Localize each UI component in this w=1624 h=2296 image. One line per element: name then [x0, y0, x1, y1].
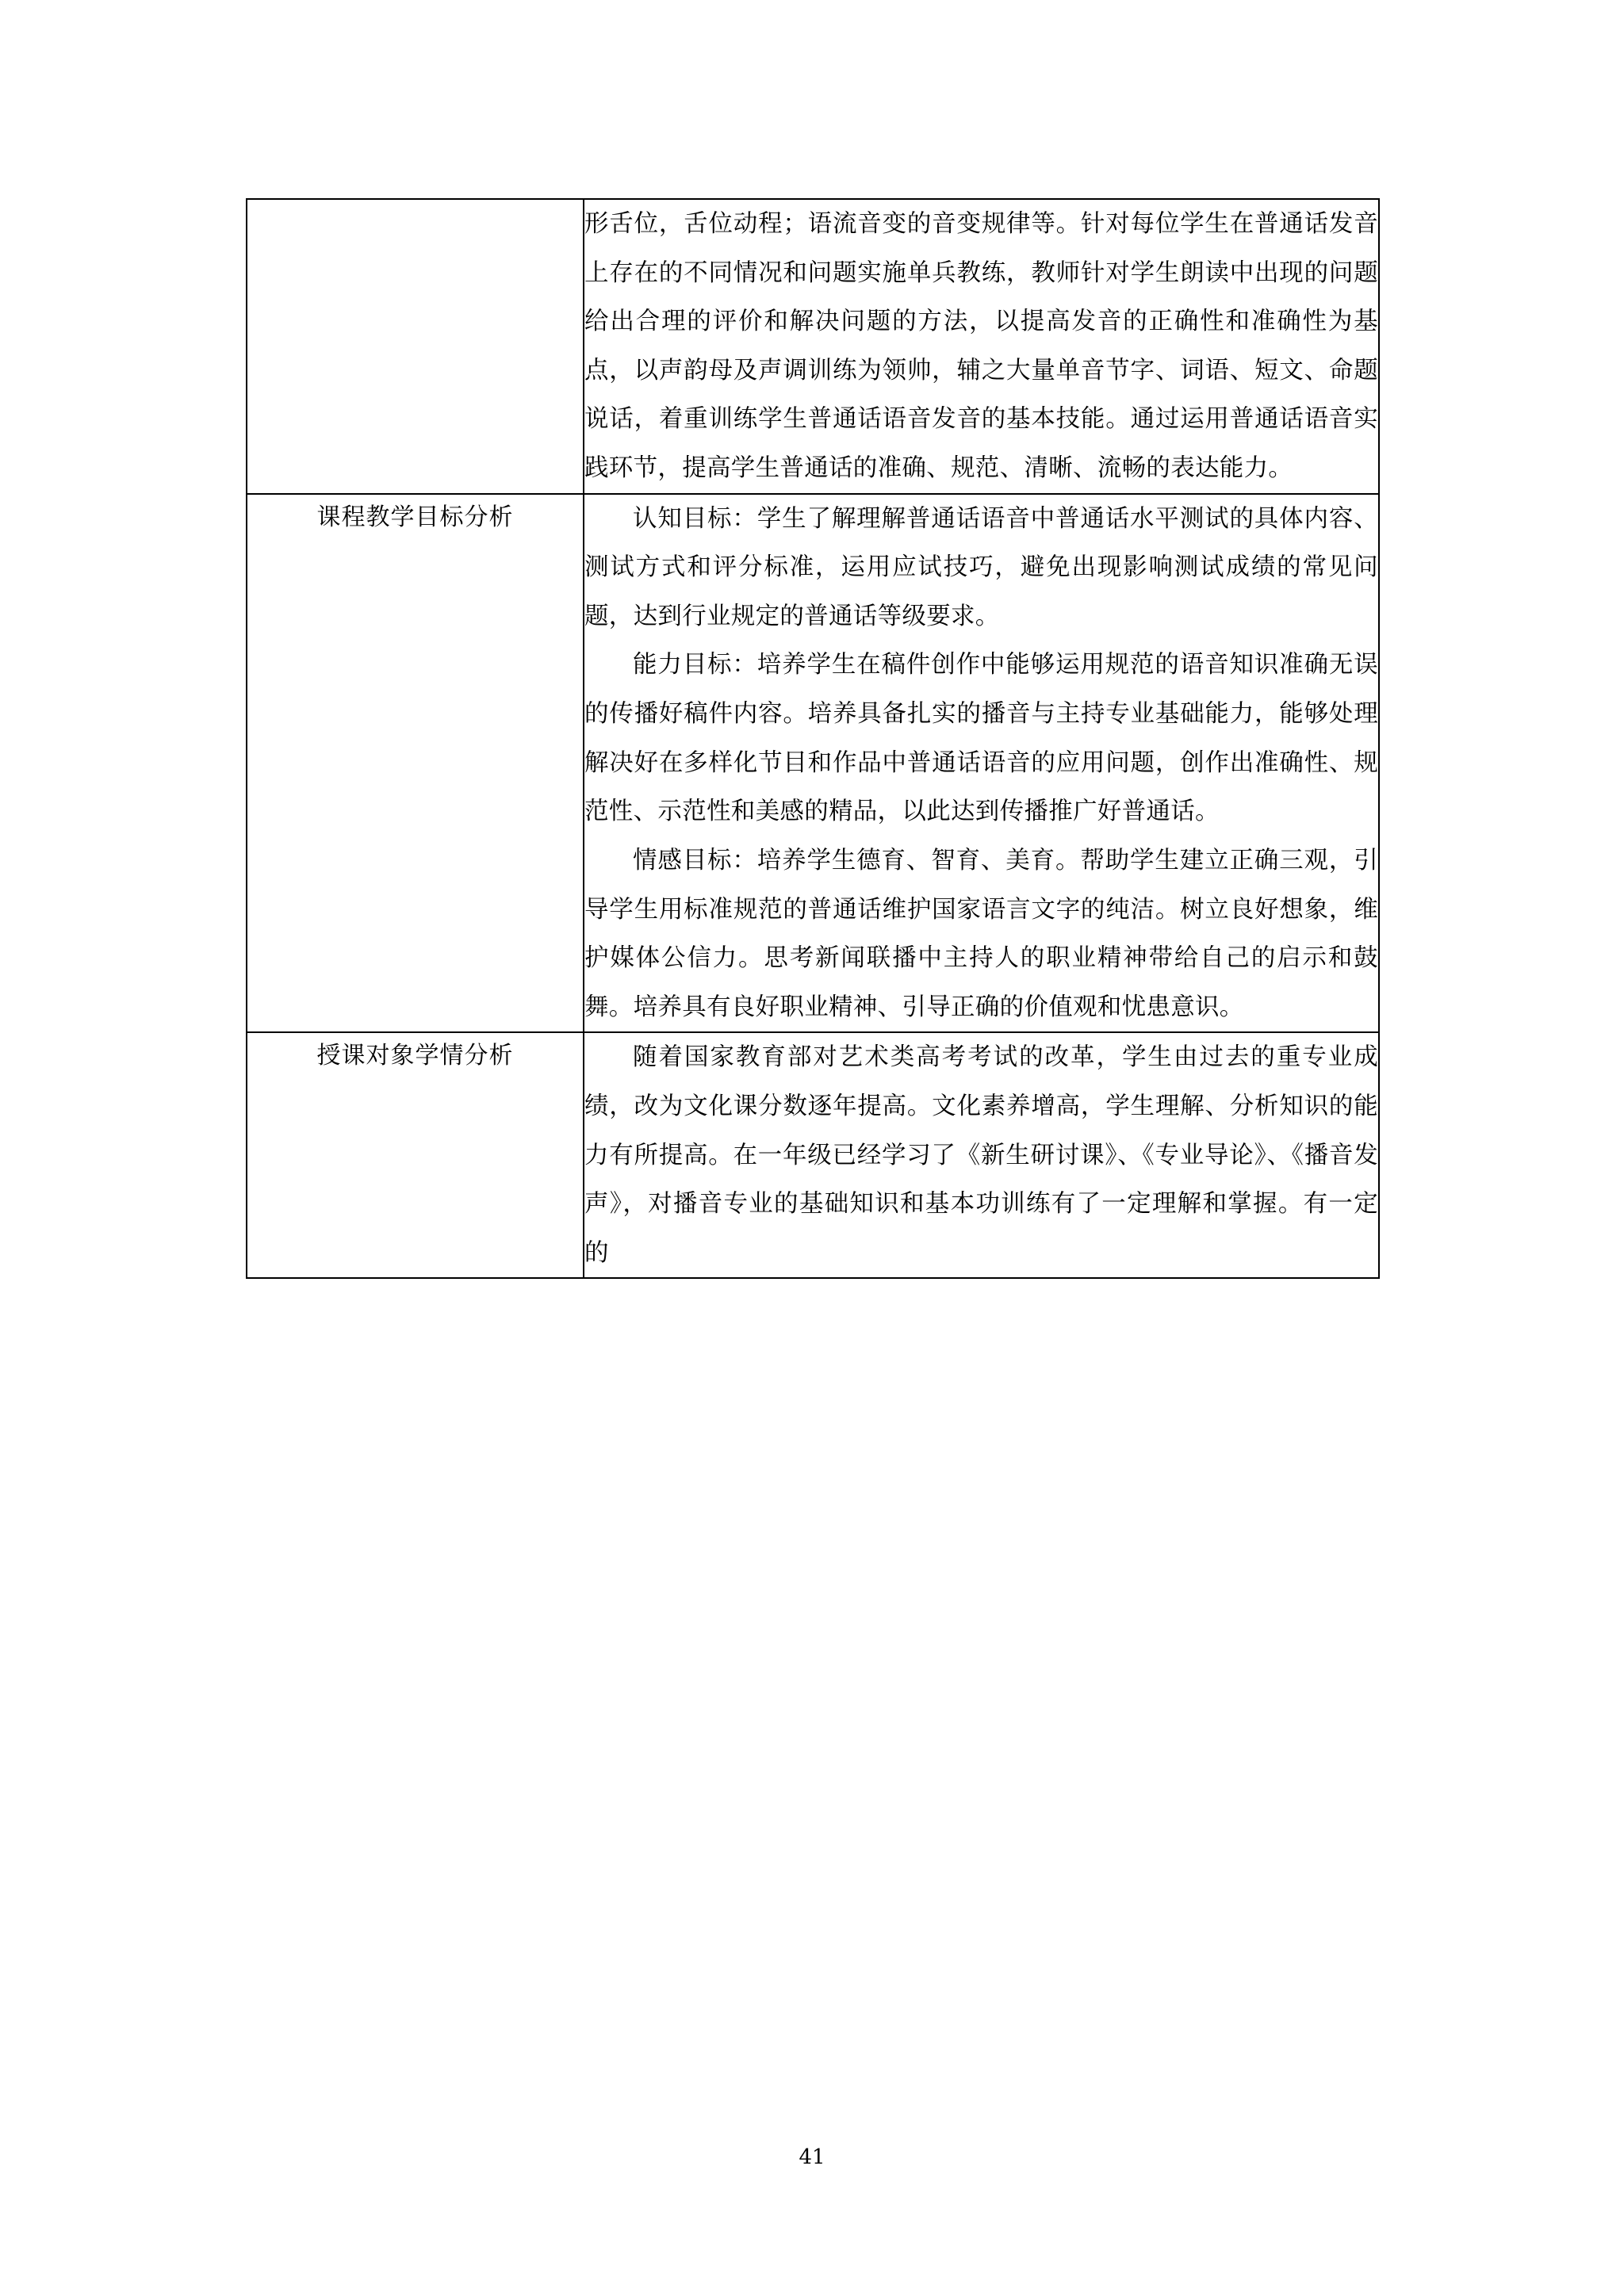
- row-label-cell: 课程教学目标分析: [247, 494, 584, 1033]
- paragraph: 情感目标：培养学生德育、智育、美育。帮助学生建立正确三观，引导学生用标准规范的普通话维护国家语言文字的纯洁。树立良好想象，维护媒体公信力。思考新闻联播中主持人的职业精神带给自己的启示和鼓舞。培养具有良好职业精神、引导正确的价值观和忧患意识。: [584, 846, 1378, 1021]
- row-body-cell: [584, 199, 1379, 494]
- row-label-cell: [247, 199, 584, 494]
- row-label-cell: 授课对象学情分析: [247, 1032, 584, 1278]
- paragraph: 随着国家教育部对艺术类高考考试的改革，学生由过去的重专业成绩，改为文化课分数逐年提高。文化素养增高，学生理解、分析知识的能力有所提高。在一年级已经学习了《新生研讨课》、《专业导论》、《播音发声》，对播音专业的基础知识和基本功训练有了一定理解和掌握。有一定的: [584, 1043, 1378, 1267]
- page-number: 41: [799, 2145, 825, 2169]
- paragraph: 认知目标：学生了解理解普通话语音中普通话水平测试的具体内容、测试方式和评分标准，运用应试技巧，避免出现影响测试成绩的常见问题，达到行业规定的普通话等级要求。: [584, 504, 1378, 630]
- paragraph: 能力目标：培养学生在稿件创作中能够运用规范的语音知识准确无误的传播好稿件内容。培养具备扎实的播音与主持专业基础能力，能够处理解决好在多样化节目和作品中普通话语音的应用问题，创作出准确性、规范性、示范性和美感的精品，以此达到传播推广好普通话。: [584, 651, 1378, 826]
- lesson-plan-table: [246, 198, 1380, 1279]
- table-row: [247, 199, 1379, 494]
- paragraph: 形舌位，舌位动程；语流音变的音变规律等。针对每位学生在普通话发音上存在的不同情况和问题实施单兵教练，教师针对学生朗读中出现的问题给出合理的评价和解决问题的方法，以提高发音的正确性和准确性为基点，以声韵母及声调训练为领帅，辅之大量单音节字、词语、短文、命题说话，着重训练学生普通话语音发音的基本技能。通过运用普通话语音实践环节，提高学生普通话的准确、规范、清晰、流畅的表达能力。: [584, 210, 1378, 483]
- table-row: [247, 494, 1379, 1033]
- row-body-cell: [584, 1032, 1379, 1278]
- table-row: [247, 1032, 1379, 1278]
- row-body-cell: [584, 494, 1379, 1033]
